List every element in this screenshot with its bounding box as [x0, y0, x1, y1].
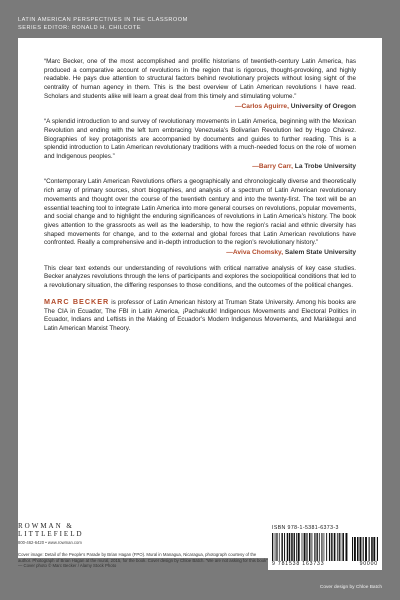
barcode-digits: 9 781538 163733	[272, 561, 325, 567]
publisher-name-line1: ROWMAN &	[18, 522, 74, 530]
price-code: 90000	[359, 561, 378, 567]
price-barcode-icon	[352, 537, 378, 561]
author-bio	[44, 298, 356, 334]
series-header	[18, 16, 382, 32]
book-description: This clear text extends our understanding of revolutions with critical narrative analysis of key case studies. Becker analyzes revolutions through the lens of participants and explores the sociopolitical conditions that led to a revolutionary situation, the differing responses to those conditions, and the outcomes of the political changes.	[44, 264, 356, 290]
publisher-logo	[18, 522, 146, 545]
endorser-affiliation: Salem State University	[283, 249, 356, 257]
publisher-contact: 800-462-6420 • www.rowman.com	[18, 540, 82, 545]
endorser-name: —Barry Carr,	[252, 162, 293, 170]
barcode-icon	[272, 533, 348, 561]
barcode-box	[268, 522, 382, 570]
quote-text: “Contemporary Latin American Revolutions offers a geographically and chronologically diverse and theoretically rich array of primary sources, short biographies, and analysis of a spectrum of Latin American revolutionary movements and thought over the course of the twentieth century and into the twenty-first. The text will be an essential teaching tool to integrate Latin America into more general courses on revolutions, popular movements, and social change and to highlight the enduring significances of revolutions in Latin America’s history. The book gives attention to the grassroots as well as the leadership, to how the region’s racial and ethnic diversity has shaped movements for change, and to the external and global forces that Latin American revolutions have confronted. Really a comprehensive and in-depth introduction to the region’s revolutionary history.”	[44, 178, 356, 247]
quote-text: “Marc Becker, one of the most accomplished and prolific historians of twentieth-century Latin America, has produced a comparative account of revolutions in the region that is rigorous, thought-provoking, and highly readable. He pays due attention to structural factors behind revolutionary projects without losing sight of the centrality of human agency in them. This is the best overview of Latin American revolutions I have read. Scholars and students alike will learn a great deal from this timely and stimulating volume.”	[44, 58, 356, 100]
quote-text: “A splendid introduction to and survey of revolutionary movements in Latin America, beginning with the Mexican Revolution and ending with the left turn embracing Venezuela’s Bolivarian Revolution led by Hugo Chávez. Biographies of key protagonists are accompanied by documents and guides to further reading. This is a splendid introduction to Latin American revolutionary traditions with a much-needed focus on the role of women and Indigenous peoples.”	[44, 118, 356, 161]
endorsement-quote-2	[44, 118, 356, 171]
endorser-affiliation: University of Oregon	[288, 102, 356, 110]
quote-attribution	[44, 249, 356, 258]
barcode-bars	[272, 533, 378, 561]
cover-credits: Cover image: Detail of the People’s Parade by Brian Hagan (FPO). Mural in Managua, Nicaragua, photograph courtesy of the author. Photograph of Brian Hagan at the mural, 2015, for the book. Cover design by Chloe Batch. “We are not asking for this book” — Cover photo © Marc Becker / Alamy Stock Photo	[18, 552, 268, 569]
endorser-name: —Aviva Chomsky,	[226, 249, 284, 257]
endorser-affiliation: La Trobe University	[292, 162, 356, 170]
series-editor: SERIES EDITOR: RONALD H. CHILCOTE	[18, 25, 142, 31]
publisher-name-line2: LITTLEFIELD	[18, 530, 84, 538]
author-bio-text: is professor of Latin American history at Truman State University. Among his books are The CIA in Ecuador, The FBI in Latin America, ¡Pachakutik! Indigenous Movements and Electoral Politics in Ecuador, Indians and Leftists in the Making of Ecuador’s Modern Indigenous Movements, and Mariátegui and Latin American Marxist Theory.	[44, 298, 356, 332]
barcode-digits-row	[272, 561, 378, 567]
endorser-name: —Carlos Aguirre,	[234, 102, 289, 110]
author-name: MARC BECKER	[44, 296, 110, 306]
back-cover-panel	[18, 38, 382, 558]
series-title: LATIN AMERICAN PERSPECTIVES IN THE CLASSROOM	[18, 17, 188, 23]
quote-attribution	[44, 103, 356, 112]
endorsement-quote-1	[44, 58, 356, 111]
endorsement-quote-3	[44, 178, 356, 257]
quote-attribution	[44, 163, 356, 172]
back-cover-footer	[18, 522, 382, 582]
isbn-number: ISBN 978-1-5381-6373-3	[272, 525, 339, 531]
cover-design-credit: Cover design by Chloe Batch	[319, 585, 382, 590]
